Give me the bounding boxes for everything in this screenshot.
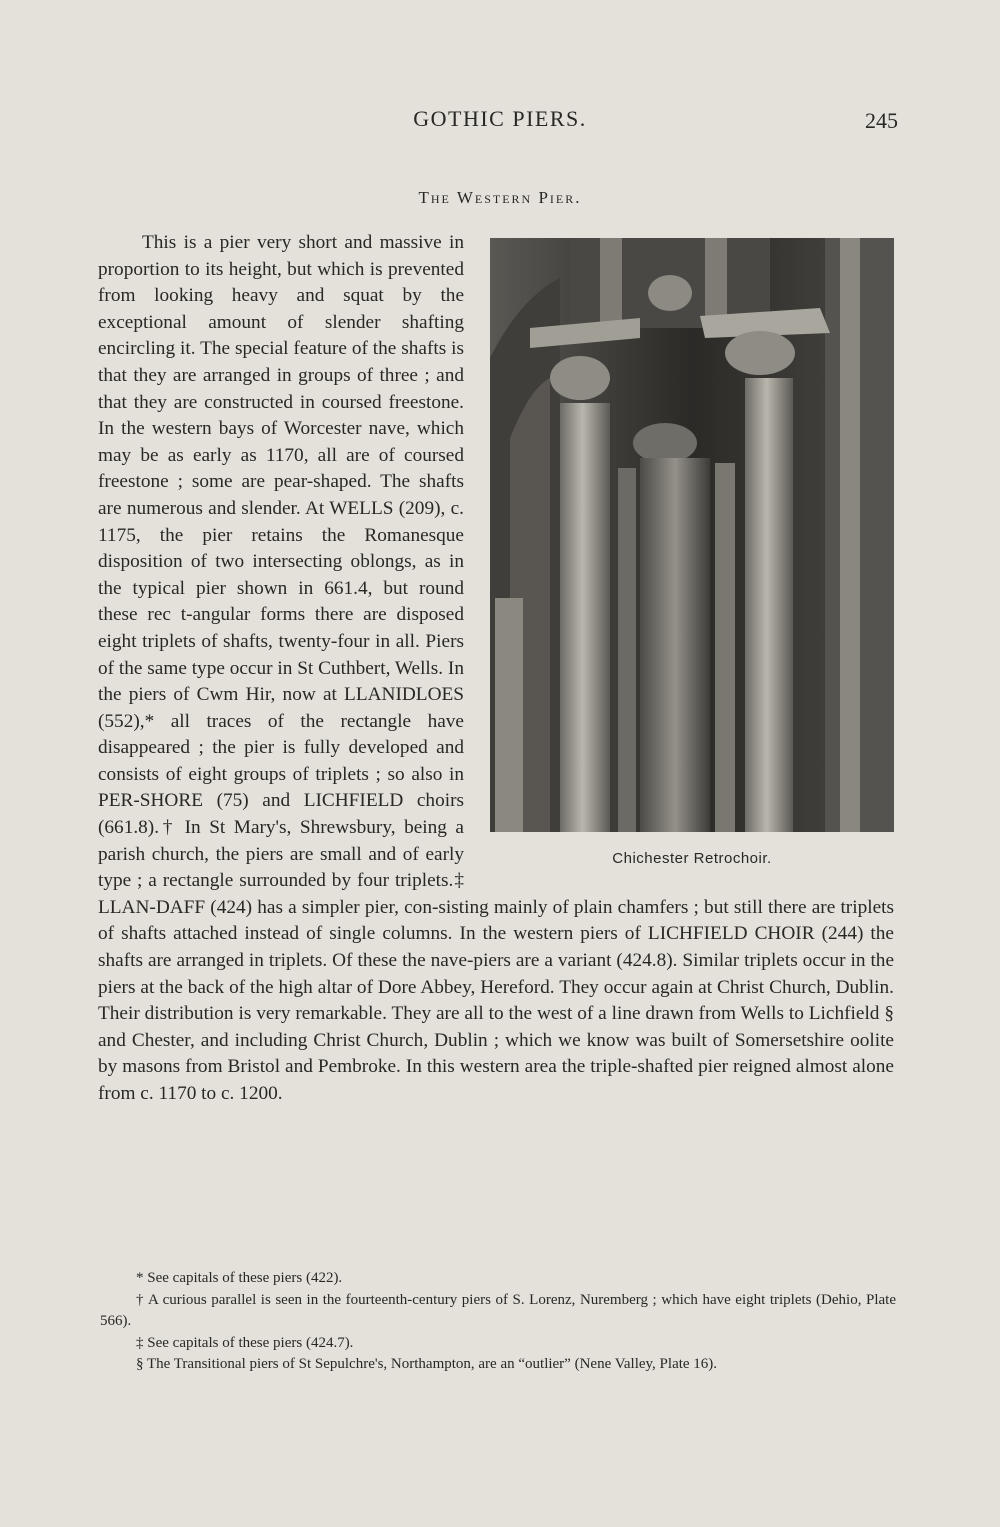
figure-caption: Chichester Retrochoir. — [612, 850, 772, 867]
footnote-4: § The Transitional piers of St Sepulchre's, Northampton, are an “outlier” (Nene Valley, Plate 16). — [136, 1356, 718, 1372]
footnotes — [100, 1268, 896, 1376]
figure — [490, 238, 894, 888]
running-title: GOTHIC PIERS. — [413, 106, 587, 131]
footnote-1: * See capitals of these piers (422). — [136, 1270, 343, 1286]
page-number: 245 — [865, 108, 898, 133]
footnote-3: ‡ See capitals of these piers (424.7). — [136, 1334, 354, 1351]
section-title: The Western Pier. — [418, 188, 582, 207]
chichester-retrochoir-photo — [490, 238, 894, 832]
body-paragraph: This is a pier very short and massive in proportion to its height, but which is prevented from looking heavy and squat by the exceptional amount of slender shafting encircling it. The special feature of the shafts is that they are arranged in groups of three ; and that they are constructed in coursed freestone. In the western bays of Worcester nave, which may be as early as 1170, all are of coursed freestone ; some are pear-shaped. The shafts are numerous and slender. At WELLS (209), c. 1175, the pier retains the Romanesque disposition of two intersecting oblongs, as in the typical pier shown in 661.4, but round these rec t-angular forms there are disposed eight triplets of shafts, twenty-four in all. Piers of the same type occur in St Cuthbert, Wells. In the piers of Cwm Hir, now at LLANIDLOES (552),* all traces of the rectangle have disappeared ; the pier is fully developed and consists of eight groups of triplets ; so also in PER-SHORE (75) and LICHFIELD choirs (661.8).† In St Mary's, Shrewsbury, being a parish church, the piers are small and of early type ; a rectangle surrounded by four triplets.‡ LLAN-DAFF (424) has a simpler pier, con-sisting mainly of plain chamfers ; but still there are triplets of shafts attached instead of single columns. In the western piers of LICHFIELD CHOIR (244) the shafts are arranged in triplets. Of these the nave-piers are a variant (424.8). Similar triplets occur in the piers at the back of the high altar of Dore Abbey, Hereford. They occur again at Christ Church, Dublin. Their distribution is very remarkable. They are all to the west of a line drawn from Wells to Lichfield § and Chester, and including Christ Church, Dublin ; which we know was built of Somersetshire oolite by masons from Bristol and Pembroke. In this western area the triple-shafted pier reigned almost alone from c. 1170 to c. 1200. — [98, 232, 894, 1104]
footnote-2: † A curious parallel is seen in the fourteenth-century piers of S. Lorenz, Nuremberg ; which have eight triplets (Dehio, Plate 566). — [100, 1291, 896, 1329]
body-text — [98, 230, 894, 1108]
